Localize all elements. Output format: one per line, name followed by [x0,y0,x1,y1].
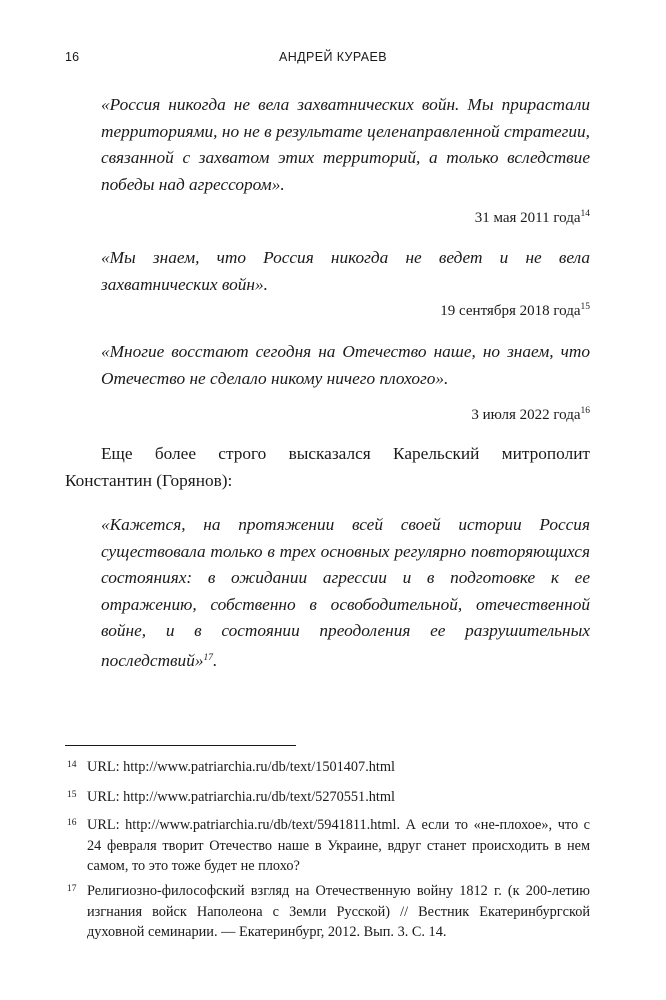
quote-3-note-mark: 16 [580,406,590,416]
footnote-14-text: URL: http://www.patriarchia.ru/db/text/1501407.html [87,759,395,775]
quote-1-date [475,204,590,228]
final-quote-text: «Кажется, на протяжении всей своей истории Россия существовала только в трех основных регулярно повторяющихся состояниях: в ожидании агрессии и в подготовке к ее отражению, собственно в освободительной, отечественной войне, и в состоянии преодоления ее разрушительных последствий» [101,515,590,670]
quote-1-note-mark: 14 [580,209,590,219]
footnote-17-mark: 17 [67,884,77,894]
quote-3-date [471,401,590,425]
body-paragraph: Еще более строго высказался Карельский митрополит Константин (Горянов): [65,444,590,490]
final-quote-note-mark: 17 [203,652,213,663]
footnote-17 [67,881,590,943]
quote-2-note-mark: 15 [580,302,590,312]
quote-2-date [440,297,590,321]
quote-3: «Многие восстают сегодня на Отечество наше, но знаем, что Отечество не сделало никому ничего плохого». [101,342,590,388]
footnote-17-text: Религиозно-философский взгляд на Отечественную войну 1812 г. (к 200-летию изгнания войск Наполеона с Земли Русской) // Вестник Екатеринбургской духовной семинарии. — Екатеринбург, 2012. Вып. 3. С. 14. [87,883,590,940]
quote-1: «Россия никогда не вела захватнических войн. Мы прирастали территориями, но не в результате целенаправленной стратегии, связанной с захватом этих территорий, а только вследствие победы над агрессором». [101,95,590,194]
footnote-divider [65,745,296,746]
page-number: 16 [65,50,80,64]
quote-2: «Мы знаем, что Россия никогда не ведет и не вела захватнических войн». [101,248,590,294]
footnote-15-mark: 15 [67,790,77,800]
footnote-16 [67,815,590,877]
quote-3-date-text: 3 июля 2022 года [471,407,581,423]
final-quote-end: . [212,650,218,670]
footnote-14-mark: 14 [67,760,77,770]
final-quote [101,512,590,674]
quote-1-date-text: 31 мая 2011 года [474,210,581,226]
footnote-16-text: URL: http://www.patriarchia.ru/db/text/5941811.html. А если то «не-плохое», что с 24 февраля творит Отечество наше в Украине, вдруг станет происходить в нем самом, то это тоже будет не плохо? [87,817,590,874]
quote-2-date-text: 19 сентября 2018 года [440,303,581,319]
footnote-14 [67,757,590,778]
running-head: АНДРЕЙ КУРАЕВ [278,50,388,64]
footnote-16-mark: 16 [67,818,77,828]
footnote-15 [67,787,590,808]
footnote-15-text: URL: http://www.patriarchia.ru/db/text/5270551.html [87,789,395,805]
